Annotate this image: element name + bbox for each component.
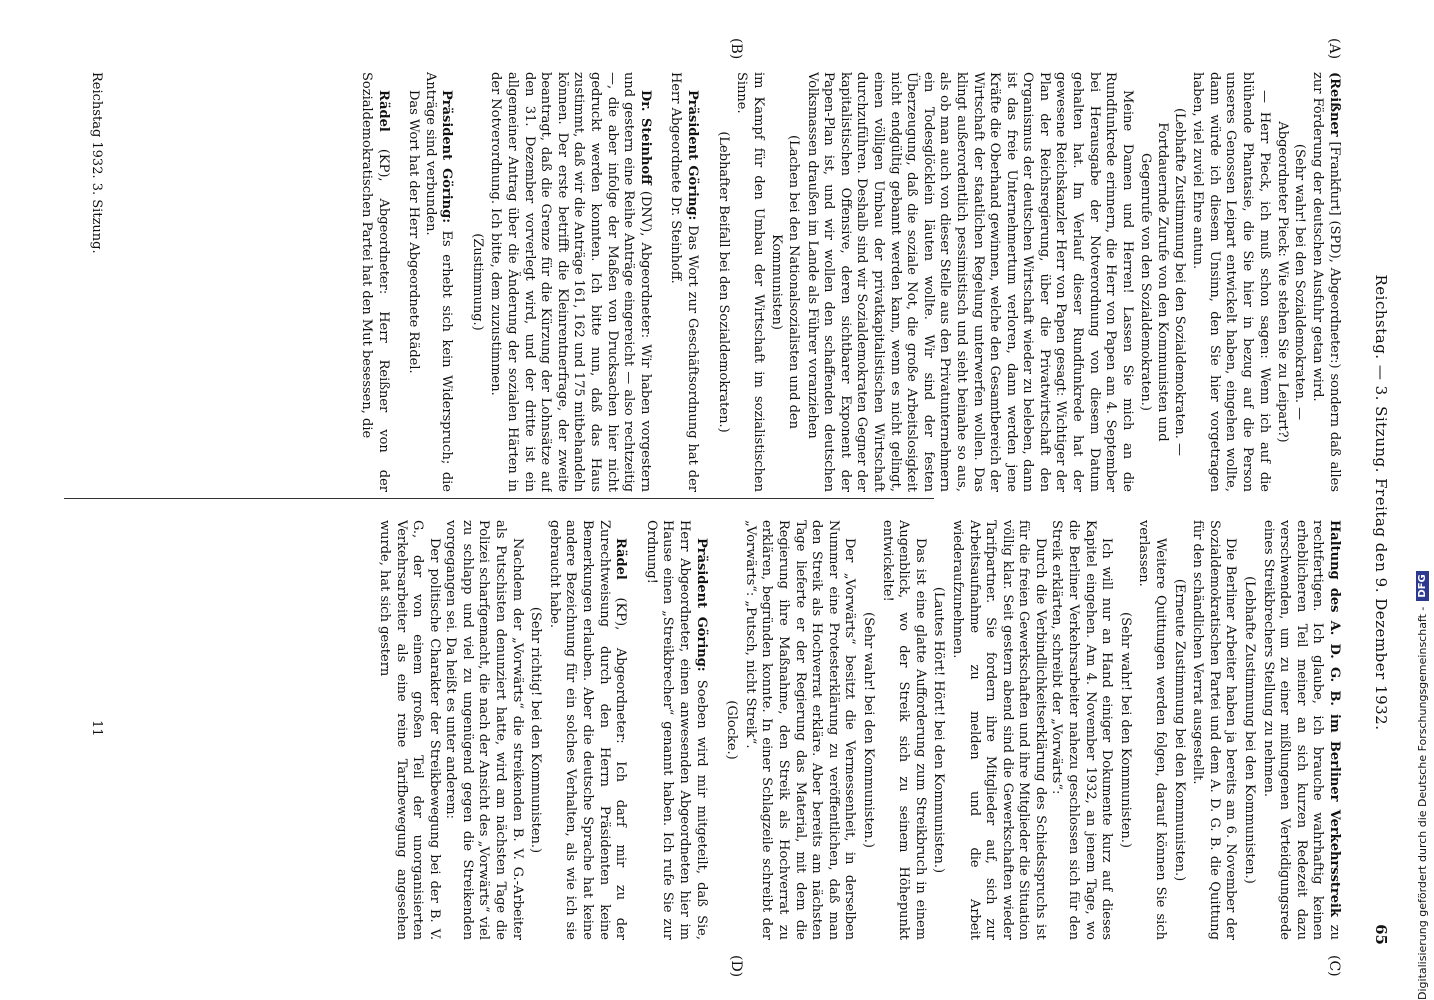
paragraph (1309, 72, 1342, 492)
page-number: 65 (1372, 924, 1390, 945)
speaker-name: Rädel (613, 538, 629, 580)
speech-text: zu rechtfertigen. Ich glaube, ich brauche wahrhaftig keinen erheblicheren Teil meiner an sich kurzen Redezeit dazu verschwenden, um zu einer mißlungenen Verteidigungsrede eines Streikbrechers Stellung zu nehmen. (1260, 520, 1342, 940)
speaker-name: (Reißner (1327, 72, 1342, 137)
speaker-name: Präsident Göring: (685, 90, 701, 221)
paragraph: Das Wort hat der Herr Abgeordnete Rädel. (406, 90, 422, 374)
paragraph (667, 72, 700, 492)
speaker-name: Präsident Göring: (693, 538, 709, 672)
paragraph: im Kampf für den Umbau der Wirtschaft im sozialistischen Sinne. (734, 72, 766, 492)
margin-mark-d: (D) (728, 955, 744, 978)
paragraph: Das ist eine glatte Aufforderung zum Streikbruch in einem Augenblick, wo der Streik sich zu seinem Höhepunkt entwickelte! (879, 520, 928, 940)
interjection: (Sehr wahr! bei den Sozialdemokraten. — Abgeordneter Pieck: Wie stehen Sie zu Leipart?) (1275, 121, 1307, 443)
paragraph: Nachdem der „Vorwärts“ die streikenden B. V. G.-Arbeiter als Putschisten denunziert hatte, wird am nächsten Tage die Polizei scharfgemacht, die nach der Ansicht des „Vorwärts“ viel zu schlapp und viel zu ungenügend gegen die Streikenden vorgegangen sei. Da heißt es unter anderem: (443, 520, 525, 940)
interjection: (Lautes Hört! Hört! bei den Kommunisten.) (931, 586, 947, 874)
speech-text: Es erhebt sich kein Widerspruch; die Anträge sind verbunden. (422, 72, 455, 492)
margin-mark-a: (A) (1326, 38, 1342, 60)
paragraph: — Herr Pieck, ich muß schon sagen: Wenn ich auf die blühende Phantasie, die Sie hier in bezug auf die Person unseres Genossen Leipart entwickelt haben, eingehen wollte, dann würde ich diesem Unsinn, den Sie hier vorgetragen haben, viel zuviel Ehre antun. (1190, 72, 1272, 492)
interjection: (Sehr richtig! bei den Kommunisten.) (528, 606, 544, 854)
speaker-name: Haltung des A. D. G. B. im Berliner Verkehrsstreik (1327, 520, 1342, 917)
dfg-logo-icon: DFG (1416, 571, 1429, 600)
paragraph (357, 72, 390, 492)
speech-text: Soeben wird mir mitgeteilt, daß Sie, Herr Abgeordneter, einen anwesenden Abgeordneten hier im Hause einen „Streikbrecher“ genannt haben. Ich rufe Sie zur Ordnung! (643, 520, 709, 940)
interjection: (Lebhafte Zustimmung bei den Kommunisten.) (1242, 576, 1258, 884)
speaker-name: Rädel (375, 90, 391, 132)
interjection: (Glocke.) (724, 700, 740, 760)
digitization-notice (1410, 574, 1434, 1000)
running-header (1360, 60, 1390, 945)
interjection: (Sehr wahr! bei den Kommunisten.) (860, 612, 876, 848)
paragraph: Weitere Quittungen werden folgen, darauf können Sie sich verlassen. (1136, 520, 1169, 940)
paragraph (545, 520, 628, 940)
paragraph: Durch die Verbindlichkeitserklärung des Schiedsspruchs ist für die freien Gewerkschaften und ihre Mitglieder die Situation völlig klar. Seit gestern abend sind die Gewerkschaften wieder Tarifpartner. Sie fordern ihre Mitglieder auf, sich zur Arbeitsaufnahme zu melden und die Arbeit wiederaufzunehmen. (949, 520, 1048, 940)
paragraph (642, 520, 708, 940)
paragraph: Die Berliner Arbeiter haben ja bereits am 6. November der Sozialdemokratischen Partei und dem A. D. G. B. die Quittung für den schändlichen Verrat ausgestellt. (1190, 520, 1239, 940)
speech-text: Das Wort zur Geschäftsordnung hat der Herr Abgeordnete Dr. Steinhoff. (668, 72, 701, 492)
paragraph (487, 72, 653, 492)
interjection: (Lebhafter Beifall bei den Sozialdemokraten.) (715, 131, 731, 433)
paragraph: Der politische Charakter der Streikbewegung bei der B. V. G., der von einem großen Teil der unorganisierten Verkehrsarbeiter als eine reine Tarifbewegung angesehen wurde, hat sich gestern (376, 520, 442, 940)
paragraph: Der „Vorwärts“ besitzt die Vermessenheit, in derselben Nummer eine Protesterklärung zu veröffentlichen, daß man den Streik als Hochverrat erkläre. Aber bereits am nächsten Tage lieferte er der Regierung das Material, mit dem die Regierung ihre Maßnahme, den Streik als Hochverrat zu erklären, begründen konnte. In einer Schlagzeile schreibt der „Vorwärts“: „Putsch, nicht Streik“. (742, 520, 858, 940)
interjection: (Erneute Zustimmung bei den Kommunisten.) (1171, 578, 1187, 882)
footer-sheet-number: 11 (89, 720, 104, 737)
speaker-name: Dr. Steinhoff (637, 90, 653, 185)
speech-text: (KP), Abgeordneter: Herr Reißner von der Sozialdemokratischen Partei hat den Mut besessen, die (358, 72, 391, 492)
paragraph (1259, 520, 1342, 940)
paragraph: Ich will nur an Hand einiger Dokumente kurz auf dieses Kapitel eingehen. Am 4. November 1932, an jenem Tage, wo die Berliner Verkehrsarbeiter nahezu geschlossen sich für den Streik erklärten, schreibt der „Vorwärts“: (1049, 520, 1115, 940)
paragraph: Meine Damen und Herren! Lassen Sie mich an die Rundfunkrede erinnern, die Herr von Papen am 4. September bei Herausgabe der Notverordnung von diesem Datum gehalten hat. Im Verlauf dieser Rundfunkrede hat der gewesene Reichskanzler Herr von Papen gesagt: Wichtiger der Plan der Reichsregierung, über die Privatwirtschaft den Organismus der deutschen Wirtschaft wieder zu beleben, dann ist das freie Unternehmertum verloren, dann werden jene Kräfte die Oberhand gewinnen, welche den Gesamtbereich der Wirtschaft der staatlichen Regelung unterwerfen wollen. Das klingt außerordentlich pessimistisch und sieht beinahe so aus, als ob man auch von dieser Stelle aus den Privatunternehmern ein Todesglöcklein läuten wollte. Wir sind der festen Überzeugung, daß die soziale Not, die große Arbeitslosigkeit nicht endgültig gebannt werden kann, wenn es nicht gelingt, einen völligen Umbau der privatkapitalistischen Wirtschaft durchzuführen. Deshalb sind wir Sozialdemokraten Gegner der kapitalistischen Offensive, deren sichtbarer Exponent der Papen-Plan ist, und wir wollen den schaffenden deutschen Volksmassen draußen im Lande als Führer voranziehen (804, 72, 1135, 492)
left-column (142, 72, 1342, 492)
interjection: (Sehr wahr! bei den Kommunisten.) (1117, 612, 1133, 848)
digitization-text: Digitalisierung gefördert durch die Deutsche Forschungsgemeinschaft - (1415, 606, 1429, 1000)
margin-mark-c: (C) (1326, 955, 1342, 977)
speaker-name: Präsident Göring: (439, 90, 455, 223)
interjection: (Zustimmung.) (469, 233, 485, 331)
speech-text: [Frankfurt] (SPD), Abgeordneter:) sondern daß alles zur Förderung der deutschen Ausfuhr getan wird. (1310, 72, 1342, 492)
interjection: (Lachen bei den Nationalsozialisten und den Kommunisten) (769, 135, 801, 429)
interjection: (Lebhafte Zustimmung bei den Sozialdemokraten. — Fortdauernde Zurufe von den Kommunisten und Gegenrufe von den Sozialdemokraten.) (1138, 107, 1187, 457)
margin-mark-b: (B) (728, 38, 744, 60)
speech-text: (KP), Abgeordneter: Ich darf mir zu der Zurechtweisung durch den Herrn Präsidenten keine Bemerkungen erlauben. Aber die deutsche Sprache hat keine andere Bezeichnung für ein solches Verhalten, als wie ich sie gebraucht habe. (546, 520, 629, 940)
running-title: Reichstag. — 3. Sitzung. Freitag den 9. Dezember 1932. (1372, 274, 1390, 731)
speech-text: (DNV), Abgeordneter: Wir haben vorgestern und gestern eine Reihe Anträge eingereicht — also rechtzeitig —, die aber infolge der Maßen von Drucksachen hier nicht gedruckt werden konnten. Ich bitte nun, daß das Haus zustimmt, daß wir die Anträge 161, 162 und 175 mitbehandeln können. Der erste betrifft die Kleinrentnerfrage, der zweite beantragt, daß die Grenze für die Kürzung der Lohnsätze auf den 31. Dezember vorverlegt wird, und der dritte ist ein allgemeiner Antrag über die Änderung der sozialen Härten in der Notverordnung. Ich bitte, dem zuzustimmen. (488, 72, 653, 492)
paragraph (421, 72, 454, 492)
column-separator (64, 498, 934, 499)
footer-session: Reichstag 1932. 3. Sitzung. (89, 72, 104, 254)
right-column (142, 520, 1342, 940)
